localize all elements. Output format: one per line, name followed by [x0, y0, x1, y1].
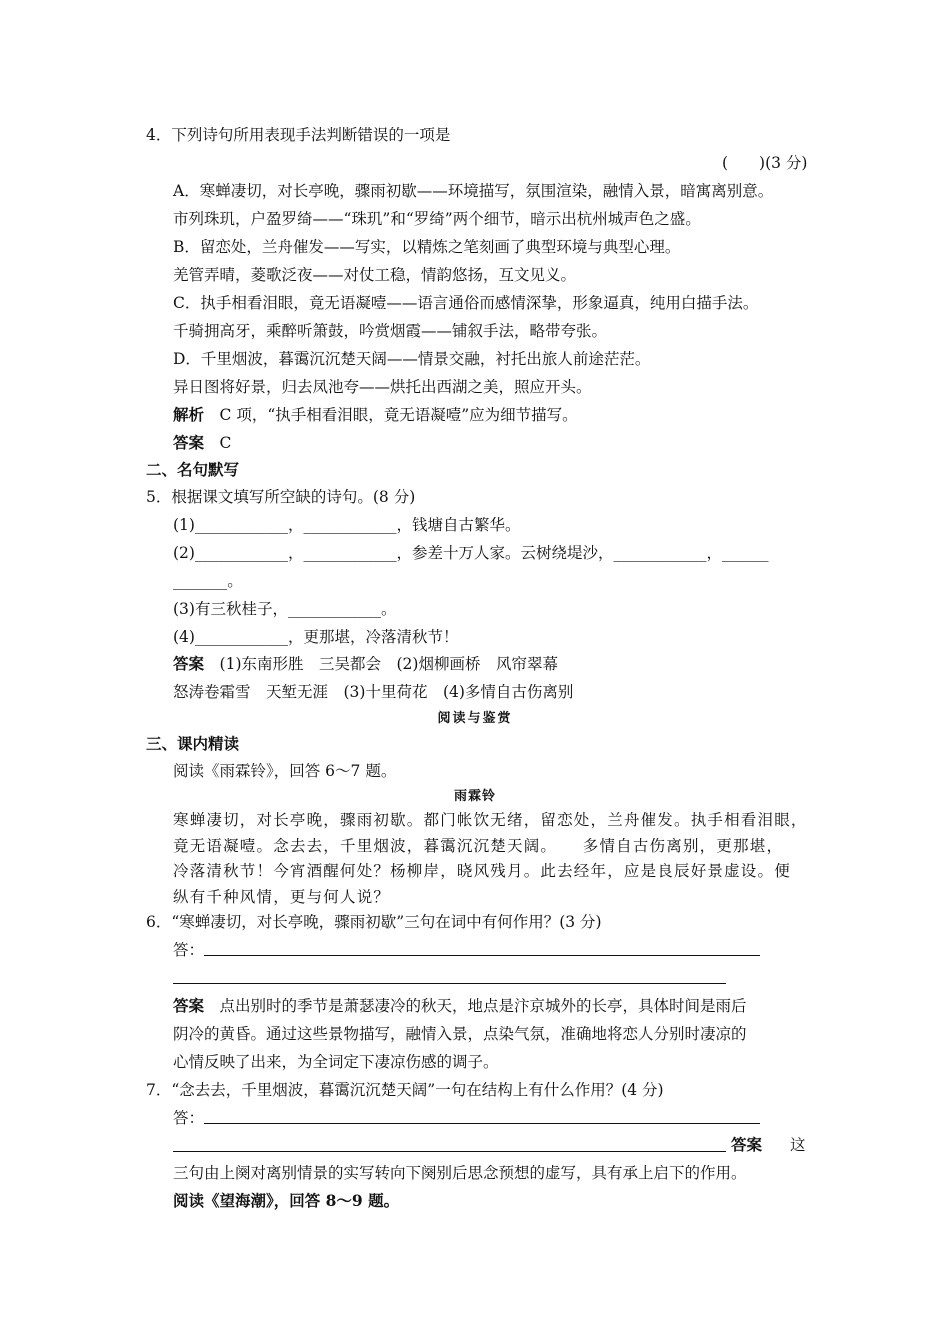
q6-answer-line1 [173, 996, 747, 1016]
q6-answer-label: 答案 [173, 996, 205, 1015]
q6-answer-line3: 心情反映了出来，为全词定下凄凉伤感的调子。 [173, 1053, 499, 1071]
q4-option-c-line2: 千骑拥高牙，乘醉听箫鼓，吟赏烟霞——铺叙手法，略带夸张。 [173, 322, 608, 340]
q4-stem: 4．下列诗句所用表现手法判断错误的一项是 [146, 126, 451, 144]
q7-answer-blank-line-2[interactable] [173, 1151, 726, 1152]
q4-option-d-line2: 异日图将好景，归去凤池夸——烘托出西湖之美，照应开头。 [173, 378, 592, 396]
q4-answer [173, 433, 231, 453]
q4-analysis-text: C 项，“执手相看泪眼，竟无语凝噎”应为细节描写。 [219, 406, 578, 424]
q5-answer-label: 答案 [173, 654, 205, 673]
reading-instruction-1: 阅读《雨霖铃》，回答 6～7 题。 [173, 762, 397, 780]
q4-analysis-label: 解析 [173, 405, 205, 424]
q4-answer-label: 答案 [173, 433, 205, 452]
section3-title: 三、课内精读 [146, 734, 240, 753]
q5-answer-text-1: (1)东南形胜 三吴都会 (2)烟柳画桥 风帘翠幕 [219, 655, 558, 673]
q6-answer-text-1: 点出别时的季节是萧瑟凄冷的秋天，地点是汴京城外的长亭，具体时间是雨后 [219, 997, 747, 1015]
q5-answer-line1 [173, 654, 558, 674]
q7-stem: 7．“念去去，千里烟波，暮霭沉沉楚天阔”一句在结构上有什么作用？(4 分) [146, 1081, 664, 1099]
q5-blank-3: (3)有三秋桂子，____________。 [173, 600, 397, 618]
q7-answer-prefix: 答： [173, 1109, 205, 1127]
q6-answer-prefix: 答： [173, 941, 205, 959]
poem-title: 雨霖铃 [453, 789, 496, 804]
q4-option-a-line2: 市列珠玑，户盈罗绮——“珠玑”和“罗绮”两个细节，暗示出杭州城声色之盛。 [173, 210, 701, 228]
poem-line-3: 冷落清秋节！今宵酒醒何处？杨柳岸，晓风残月。此去经年，应是良辰好景虚设。便 [173, 862, 791, 880]
q4-analysis [173, 405, 578, 425]
reading-instruction-2: 阅读《望海潮》，回答 8～9 题。 [173, 1191, 400, 1210]
q4-option-c-line1: C．执手相看泪眼，竟无语凝噎——语言通俗而感情深挚，形象逼真，纯用白描手法。 [173, 294, 759, 312]
q4-answer-text: C [219, 434, 232, 452]
q4-option-d-line1: D．千里烟波，暮霭沉沉楚天阔——情景交融，衬托出旅人前途茫茫。 [173, 350, 651, 368]
q7-answer-blank-line-1[interactable] [204, 1123, 760, 1124]
section2-title: 二、名句默写 [146, 460, 240, 479]
q6-stem: 6．“寒蝉凄切，对长亭晚，骤雨初歇”三句在词中有何作用？(3 分) [146, 913, 602, 931]
q4-option-a-line1: A．寒蝉凄切，对长亭晚，骤雨初歇——环境描写，氛围渲染，融情入景，暗寓离别意。 [173, 182, 774, 200]
q5-stem: 5．根据课文填写所空缺的诗句。(8 分) [146, 488, 416, 506]
q4-score: ( )(3 分) [722, 154, 808, 172]
q4-option-b-line2: 羌管弄晴，菱歌泛夜——对仗工稳，情韵悠扬，互文见义。 [173, 266, 577, 284]
q7-answer-text-0: 这 [790, 1136, 806, 1154]
reading-heading: 阅读与鉴赏 [437, 711, 513, 726]
q5-blank-2: (2)____________，____________，参差十万人家。云树绕堤沙，____________，______ [173, 544, 769, 562]
poem-line-2: 竟无语凝噎。念去去，千里烟波，暮霭沉沉楚天阔。 多情自古伤离别，更那堪， [173, 837, 784, 855]
q5-answer-line2: 怒涛卷霜雪 天堑无涯 (3)十里荷花 (4)多情自古伤离别 [173, 683, 574, 701]
q6-answer-blank-line-1[interactable] [204, 955, 760, 956]
poem-line-1: 寒蝉凄切，对长亭晚，骤雨初歇。都门帐饮无绪，留恋处，兰舟催发。执手相看泪眼， [173, 811, 808, 829]
poem-line-4: 纵有千种风情，更与何人说？ [173, 888, 391, 906]
q7-answer-label: 答案 [731, 1135, 763, 1154]
q6-answer-line2: 阴冷的黄昏。通过这些景物描写，融情入景，点染气氛，准确地将恋人分别时凄凉的 [173, 1025, 747, 1043]
q4-option-b-line1: B．留恋处，兰舟催发——写实，以精炼之笔刻画了典型环境与典型心理。 [173, 238, 681, 256]
q5-blank-2-cont: _______。 [173, 572, 243, 590]
q5-blank-1: (1)____________，____________，钱塘自古繁华。 [173, 516, 521, 534]
q7-answer-line1: 三句由上阕对离别情景的实写转向下阕别后思念预想的虚写，具有承上启下的作用。 [173, 1164, 747, 1182]
q5-blank-4: (4)____________，更那堪，冷落清秋节！ [173, 628, 459, 646]
q6-answer-blank-line-2[interactable] [173, 983, 726, 984]
